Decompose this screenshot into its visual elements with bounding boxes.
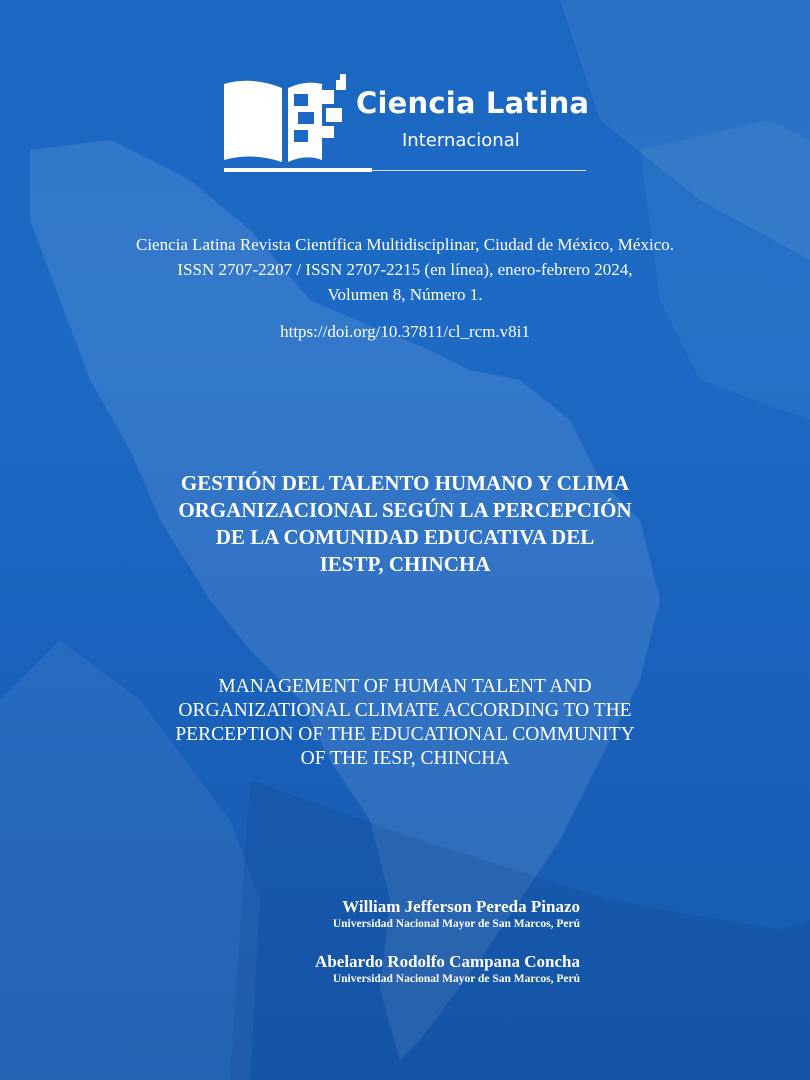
author-block bbox=[200, 896, 580, 932]
journal-line: ISSN 2707-2207 / ISSN 2707-2215 (en línea), enero-febrero 2024, bbox=[177, 260, 633, 279]
journal-line: Ciencia Latina Revista Científica Multidisciplinar, Ciudad de México, México. bbox=[136, 235, 674, 254]
title-line: ORGANIZACIONAL SEGÚN LA PERCEPCIÓN bbox=[178, 498, 632, 522]
title-line: GESTIÓN DEL TALENTO HUMANO Y CLIMA bbox=[180, 471, 630, 495]
brand-subtitle: Internacional bbox=[402, 130, 520, 151]
doi-link[interactable]: https://doi.org/10.37811/cl_rcm.v8i1 bbox=[280, 322, 530, 341]
journal-info bbox=[40, 232, 770, 307]
brand-name: Ciencia Latina bbox=[356, 86, 590, 120]
author-name: William Jefferson Pereda Pinazo bbox=[342, 897, 580, 916]
author-block bbox=[200, 951, 580, 987]
author-affiliation: Universidad Nacional Mayor de San Marcos, Perú bbox=[332, 973, 580, 985]
journal-line: Volumen 8, Número 1. bbox=[327, 285, 483, 304]
brand-logo bbox=[222, 72, 592, 182]
logo-rule bbox=[224, 170, 586, 171]
title-line: IESTP, CHINCHA bbox=[319, 552, 491, 576]
title-line: ORGANIZATIONAL CLIMATE ACCORDING TO THE bbox=[178, 700, 632, 721]
author-name: Abelardo Rodolfo Campana Concha bbox=[315, 952, 580, 971]
title-line: OF THE IESP, CHINCHA bbox=[300, 748, 510, 769]
title-line: DE LA COMUNIDAD EDUCATIVA DEL bbox=[215, 525, 595, 549]
author-affiliation: Universidad Nacional Mayor de San Marcos, Perú bbox=[332, 918, 580, 930]
title-line: PERCEPTION OF THE EDUCATIONAL COMMUNITY bbox=[175, 724, 635, 745]
title-line: MANAGEMENT OF HUMAN TALENT AND bbox=[218, 676, 592, 697]
open-book-icon bbox=[222, 72, 352, 164]
title-english bbox=[90, 675, 720, 771]
title-spanish bbox=[90, 470, 720, 578]
